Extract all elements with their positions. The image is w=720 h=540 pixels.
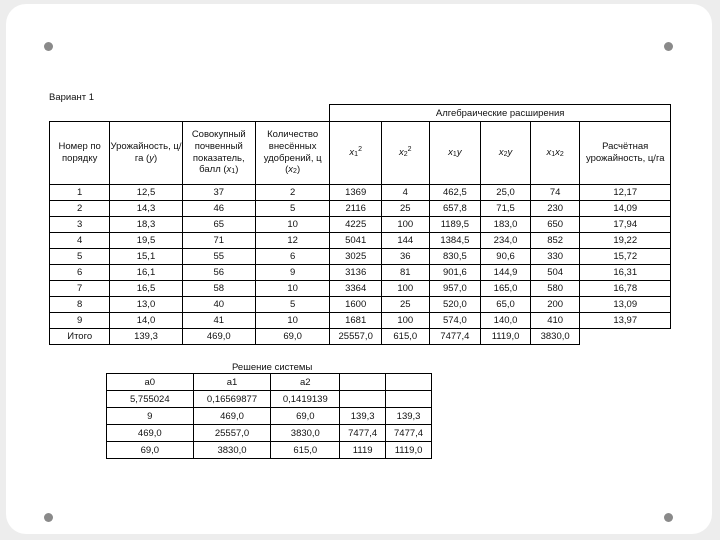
table-cell: 1189,5: [429, 217, 481, 233]
table-cell: 74: [530, 185, 580, 201]
header-number: Номер по порядку: [50, 122, 110, 185]
table-cell: 504: [530, 265, 580, 281]
solution-cell: 7477,4: [386, 425, 432, 442]
table-cell: 18,3: [110, 217, 182, 233]
table-cell: 13,97: [580, 313, 671, 329]
table-cell: 100: [382, 217, 429, 233]
table-cell: 574,0: [429, 313, 481, 329]
table-cell: 14,3: [110, 201, 182, 217]
table-cell: 10: [255, 313, 329, 329]
table-cell: 830,5: [429, 249, 481, 265]
table-cell: 14,0: [110, 313, 182, 329]
header-x1-squared: $x1^2$: [330, 122, 382, 185]
solution-row: [107, 408, 432, 425]
table-cell: 9: [50, 313, 110, 329]
table-cell: 5041: [330, 233, 382, 249]
table-cell: 1600: [330, 297, 382, 313]
total-row: [50, 329, 671, 345]
table-row: [50, 185, 671, 201]
table-cell: 17,94: [580, 217, 671, 233]
header-x2-squared: $x2^2$: [382, 122, 429, 185]
table-cell: 16,5: [110, 281, 182, 297]
solution-cell: a2: [271, 374, 340, 391]
slide-dot-top-left: [44, 42, 53, 51]
header-fertilizer: Количество внесённых удобрений, ц (x2): [255, 122, 329, 185]
solution-cell: a1: [193, 374, 271, 391]
header-soil-score: Совокупный почвенный показатель, балл (x1): [182, 122, 255, 185]
table-cell: 55: [182, 249, 255, 265]
table-cell: 4: [382, 185, 429, 201]
table-cell: 3025: [330, 249, 382, 265]
solution-cell: [340, 374, 386, 391]
solution-row: [107, 425, 432, 442]
table-cell: 6: [255, 249, 329, 265]
table-cell: 1369: [330, 185, 382, 201]
table-cell: 46: [182, 201, 255, 217]
table-cell: 901,6: [429, 265, 481, 281]
table-cell: 144,9: [481, 265, 531, 281]
table-cell: 3: [50, 217, 110, 233]
table-cell: 657,8: [429, 201, 481, 217]
table-cell: 58: [182, 281, 255, 297]
table-cell: 16,1: [110, 265, 182, 281]
total-cell: 7477,4: [429, 329, 481, 345]
table-cell: 957,0: [429, 281, 481, 297]
table-cell: 13,0: [110, 297, 182, 313]
table-row: [50, 233, 671, 249]
solution-cell: 5,755024: [107, 391, 194, 408]
total-cell: 469,0: [182, 329, 255, 345]
table-cell: 140,0: [481, 313, 531, 329]
table-cell: 8: [50, 297, 110, 313]
table-cell: 71: [182, 233, 255, 249]
table-cell: 330: [530, 249, 580, 265]
table-cell: 580: [530, 281, 580, 297]
table-cell: 37: [182, 185, 255, 201]
header-x1x2: x1x2: [530, 122, 580, 185]
solution-title: Решение системы: [232, 362, 313, 373]
solution-cell: 3830,0: [271, 425, 340, 442]
table-cell: 9: [255, 265, 329, 281]
solution-cell: [386, 374, 432, 391]
solution-cell: a0: [107, 374, 194, 391]
table-cell: 12,17: [580, 185, 671, 201]
table-cell: 410: [530, 313, 580, 329]
table-cell: 16,31: [580, 265, 671, 281]
table-cell: 25: [382, 297, 429, 313]
table-cell: 650: [530, 217, 580, 233]
table-cell: 4: [50, 233, 110, 249]
table-cell: 4225: [330, 217, 382, 233]
table-cell: 90,6: [481, 249, 531, 265]
table-row: [50, 249, 671, 265]
table-cell: 41: [182, 313, 255, 329]
solution-cell: 1119: [340, 442, 386, 459]
solution-cell: 25557,0: [193, 425, 271, 442]
table-cell: 144: [382, 233, 429, 249]
table-row: [50, 265, 671, 281]
solution-cell: 0,1419139: [271, 391, 340, 408]
table-cell: 1681: [330, 313, 382, 329]
table-cell: 2116: [330, 201, 382, 217]
table-cell: 19,5: [110, 233, 182, 249]
table-cell: 12: [255, 233, 329, 249]
table-cell: 5: [255, 297, 329, 313]
solution-cell: 0,16569877: [193, 391, 271, 408]
total-cell: 69,0: [255, 329, 329, 345]
table-cell: 16,78: [580, 281, 671, 297]
table-cell: 13,09: [580, 297, 671, 313]
table-row: [50, 201, 671, 217]
table-cell: 3136: [330, 265, 382, 281]
table-cell: 12,5: [110, 185, 182, 201]
total-cell: 139,3: [110, 329, 182, 345]
solution-cell: 69,0: [107, 442, 194, 459]
solution-cell: 69,0: [271, 408, 340, 425]
table-cell: 200: [530, 297, 580, 313]
total-cell: 615,0: [382, 329, 429, 345]
table-cell: 81: [382, 265, 429, 281]
total-cell: Итого: [50, 329, 110, 345]
table-cell: 230: [530, 201, 580, 217]
table-cell: 71,5: [481, 201, 531, 217]
table-cell: 10: [255, 281, 329, 297]
slide-dot-bottom-right: [664, 513, 673, 522]
solution-cell: [340, 391, 386, 408]
table-cell: 7: [50, 281, 110, 297]
table-cell: 25: [382, 201, 429, 217]
table-row: [50, 217, 671, 233]
slide-dot-bottom-left: [44, 513, 53, 522]
table-cell: 15,72: [580, 249, 671, 265]
header-spacer: [50, 105, 330, 122]
solution-row: [107, 391, 432, 408]
table-cell: 183,0: [481, 217, 531, 233]
table-cell: 56: [182, 265, 255, 281]
table-cell: 100: [382, 313, 429, 329]
total-empty: [580, 329, 671, 345]
solution-row: [107, 442, 432, 459]
table-cell: 65: [182, 217, 255, 233]
table-cell: 19,22: [580, 233, 671, 249]
solution-row: [107, 374, 432, 391]
table-cell: 462,5: [429, 185, 481, 201]
table-cell: 36: [382, 249, 429, 265]
table-cell: 14,09: [580, 201, 671, 217]
solution-cell: 469,0: [107, 425, 194, 442]
table-cell: 15,1: [110, 249, 182, 265]
solution-table: [106, 373, 432, 459]
table-cell: 6: [50, 265, 110, 281]
table-row: [50, 281, 671, 297]
table-cell: 3364: [330, 281, 382, 297]
solution-cell: 139,3: [386, 408, 432, 425]
header-estimated-yield: Расчётная урожайность, ц/га: [580, 122, 671, 185]
solution-cell: 469,0: [193, 408, 271, 425]
solution-cell: 139,3: [340, 408, 386, 425]
solution-cell: 1119,0: [386, 442, 432, 459]
total-cell: 25557,0: [330, 329, 382, 345]
table-cell: 1: [50, 185, 110, 201]
table-cell: 1384,5: [429, 233, 481, 249]
main-table: [49, 104, 671, 345]
table-cell: 100: [382, 281, 429, 297]
group-header: Алгебраические расширения: [330, 105, 671, 122]
table-cell: 10: [255, 217, 329, 233]
table-cell: 40: [182, 297, 255, 313]
table-cell: 520,0: [429, 297, 481, 313]
table-cell: 5: [255, 201, 329, 217]
table-row: [50, 313, 671, 329]
table-cell: 2: [50, 201, 110, 217]
table-cell: 5: [50, 249, 110, 265]
solution-cell: 7477,4: [340, 425, 386, 442]
table-cell: 65,0: [481, 297, 531, 313]
solution-cell: [386, 391, 432, 408]
total-cell: 1119,0: [481, 329, 531, 345]
solution-cell: 3830,0: [193, 442, 271, 459]
table-cell: 234,0: [481, 233, 531, 249]
table-cell: 165,0: [481, 281, 531, 297]
table-cell: 852: [530, 233, 580, 249]
total-cell: 3830,0: [530, 329, 580, 345]
variant-caption: Вариант 1: [49, 92, 95, 103]
solution-cell: 615,0: [271, 442, 340, 459]
solution-cell: 9: [107, 408, 194, 425]
table-row: [50, 297, 671, 313]
table-cell: 2: [255, 185, 329, 201]
slide-dot-top-right: [664, 42, 673, 51]
table-cell: 25,0: [481, 185, 531, 201]
header-yield: Урожайность, ц/га (y): [110, 122, 182, 185]
header-x2y: x2y: [481, 122, 531, 185]
header-x1y: x1y: [429, 122, 481, 185]
